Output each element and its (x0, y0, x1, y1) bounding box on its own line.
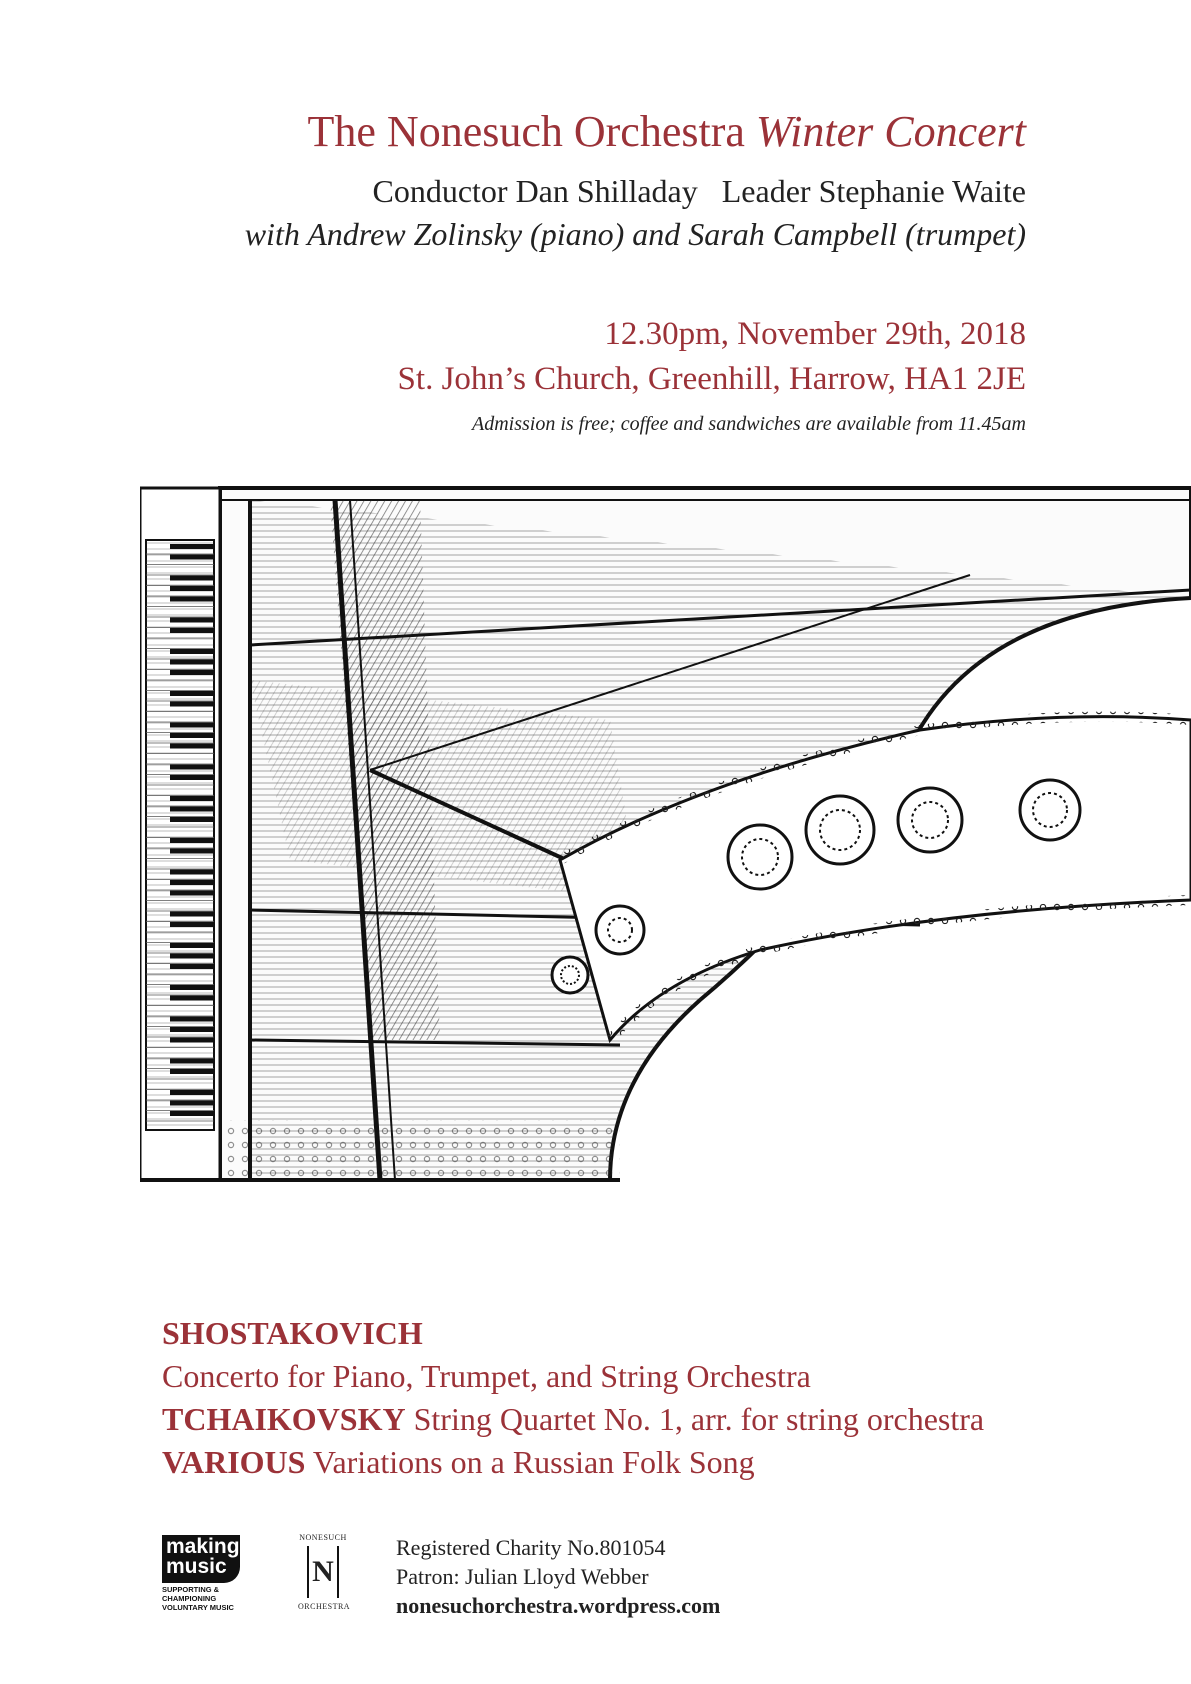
black-key (170, 1069, 214, 1074)
title-italic: Winter Concert (755, 107, 1026, 156)
piano-illustration (140, 480, 1191, 1255)
black-key (170, 849, 214, 854)
black-key (170, 723, 214, 728)
program-item (162, 1312, 1162, 1355)
black-key (170, 996, 214, 1001)
nonesuch-logo (298, 1533, 351, 1617)
black-key (170, 796, 214, 801)
nonesuch-logo-mark: N (312, 1555, 334, 1588)
black-key (170, 880, 214, 885)
black-key (170, 765, 214, 770)
black-key (170, 628, 214, 633)
black-key (170, 775, 214, 780)
logo-tag: SUPPORTING & (162, 1585, 220, 1594)
credits-line (100, 170, 1026, 212)
leader: Leader Stephanie Waite (721, 173, 1026, 209)
nonesuch-logo-top: NONESUCH (299, 1533, 347, 1542)
footer-info (396, 1533, 720, 1620)
black-key (170, 1111, 214, 1116)
black-key (170, 891, 214, 896)
logo-tag: VOLUNTARY MUSIC (162, 1603, 234, 1612)
black-key (170, 1090, 214, 1095)
nonesuch-logo-bottom: ORCHESTRA (298, 1602, 351, 1611)
title-main: The Nonesuch Orchestra (307, 107, 745, 156)
black-key (170, 576, 214, 581)
program-item (162, 1441, 1162, 1484)
black-key (170, 597, 214, 602)
event-datetime: 12.30pm, November 29th, 2018 (604, 316, 1026, 352)
black-key (170, 1017, 214, 1022)
black-key (170, 1101, 214, 1106)
charity-number: Registered Charity No.801054 (396, 1535, 666, 1560)
work: Variations on a Russian Folk Song (305, 1444, 755, 1480)
logo-tag: CHAMPIONING (162, 1594, 217, 1603)
patron: Patron: Julian Lloyd Webber (396, 1564, 649, 1589)
black-key (170, 817, 214, 822)
black-key (170, 1038, 214, 1043)
black-key (170, 912, 214, 917)
black-key (170, 870, 214, 875)
work: Concerto for Piano, Trumpet, and String Orchestra (162, 1358, 811, 1394)
black-key (170, 618, 214, 623)
black-key (170, 702, 214, 707)
black-key (170, 943, 214, 948)
black-key (170, 954, 214, 959)
black-key (170, 691, 214, 696)
black-key (170, 964, 214, 969)
composer: VARIOUS (162, 1444, 306, 1480)
program-list (162, 1312, 1162, 1484)
black-key (170, 555, 214, 560)
black-key (170, 660, 214, 665)
concert-title (100, 104, 1026, 160)
conductor: Conductor Dan Shilladay (372, 173, 698, 209)
black-key (170, 733, 214, 738)
logo-line2: music (166, 1555, 227, 1578)
soloists: with Andrew Zolinsky (piano) and Sarah Campbell (trumpet) (244, 216, 1026, 252)
black-key (170, 670, 214, 675)
black-key (170, 544, 214, 549)
black-key (170, 807, 214, 812)
work: String Quartet No. 1, arr. for string orchestra (405, 1401, 985, 1437)
event-venue: St. John’s Church, Greenhill, Harrow, HA1 2JE (397, 361, 1026, 397)
website-link[interactable]: nonesuchorchestra.wordpress.com (396, 1593, 721, 1618)
black-key (170, 1027, 214, 1032)
logo-line1: making (166, 1535, 240, 1558)
black-key (170, 838, 214, 843)
black-key (170, 744, 214, 749)
composer: TCHAIKOVSKY (162, 1401, 406, 1437)
black-key (170, 1059, 214, 1064)
admission-note: Admission is free; coffee and sandwiches are available from 11.45am (472, 413, 1026, 435)
program-item (162, 1398, 1162, 1441)
black-key (170, 586, 214, 591)
making-music-logo (162, 1535, 248, 1613)
black-key (170, 985, 214, 990)
composer: SHOSTAKOVICH (162, 1315, 423, 1351)
black-key (170, 649, 214, 654)
program-item (162, 1355, 1162, 1398)
black-key (170, 922, 214, 927)
